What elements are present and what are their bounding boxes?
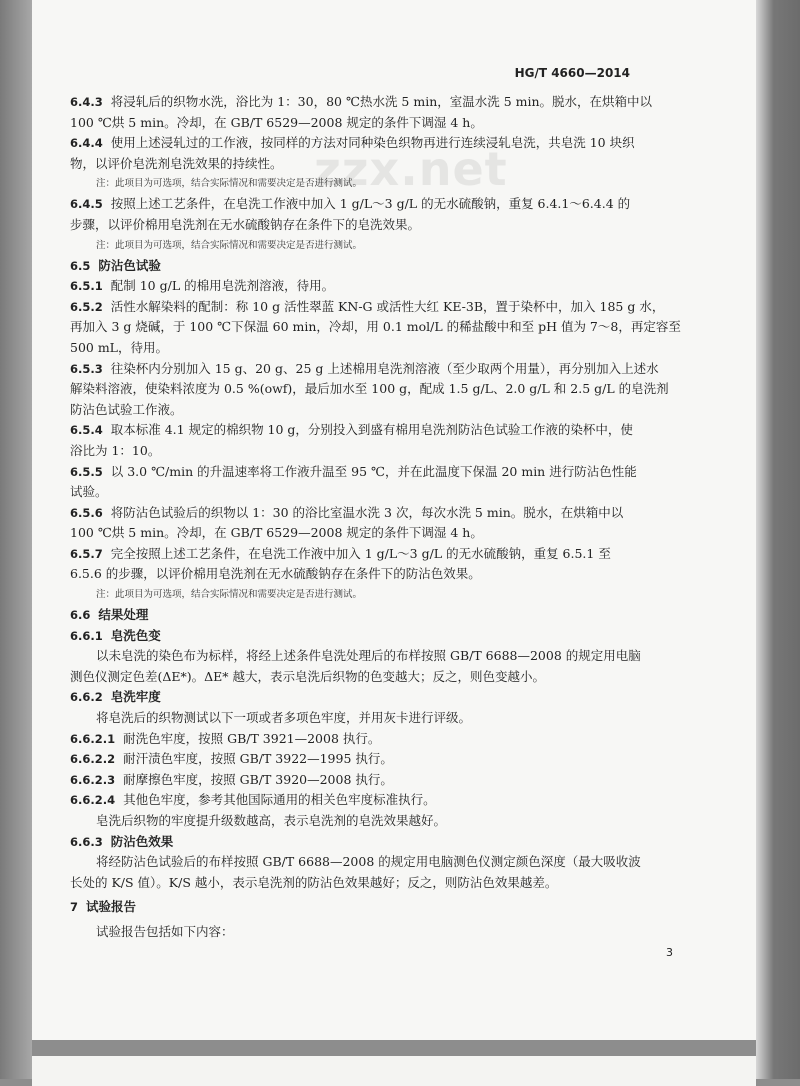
section-heading (70, 256, 658, 277)
line-text: 耐摩擦色牢度，按照 GB/T 3920—2008 执行。 (123, 771, 393, 787)
line-text: 往染杯内分别加入 15 g、20 g、25 g 上述棉用皂洗剂溶液（至少取两个用量），再分别加入上述水 (110, 360, 659, 376)
line-text: 防沾色试验工作液。 (70, 401, 183, 417)
line-text: 其他色牢度，参考其他国际通用的相关色牢度标准执行。 (123, 792, 436, 808)
paragraph-line (70, 729, 658, 750)
paragraph-line (70, 770, 658, 791)
paragraph-line (70, 297, 665, 318)
paragraph-line (70, 564, 658, 585)
line-text: 6.5.6 的步骤，以评价棉用皂洗剂在无水硫酸钠存在条件下的防沾色效果。 (70, 566, 481, 582)
paragraph-line (70, 873, 658, 894)
clause-number: 6.5.1 (70, 279, 103, 294)
line-text: 试验。 (70, 484, 108, 500)
clause-number: 6.4.4 (70, 136, 103, 151)
paragraph-line (70, 523, 658, 544)
page-body (70, 92, 681, 943)
paragraph-line (70, 922, 658, 943)
left-scan-edge (0, 0, 32, 1079)
clause-number: 6.6.2.1 (70, 731, 116, 746)
paragraph-line (70, 852, 658, 873)
paragraph-line (70, 359, 658, 380)
line-text: 防沾色效果 (110, 833, 174, 849)
watermark: zzx.net (314, 142, 508, 196)
paragraph-line (70, 113, 658, 134)
note-line: 注：此项目为可选项，结合实际情况和需要决定是否进行测试。 (96, 589, 363, 601)
clause-number: 6.5.7 (70, 546, 103, 561)
line-text: 再加入 3 g 烧碱，于 100 ℃下保温 60 min，冷却，用 0.1 mol/L 的稀盐酸中和至 pH 值为 7～8，再定容至 (70, 319, 681, 335)
line-text: 将浸轧后的织物水洗，浴比为 1：30，80 ℃热水洗 5 min，室温水洗 5 min。脱水，在烘箱中以 (110, 94, 653, 109)
paragraph-line (70, 503, 658, 524)
paragraph-line (70, 379, 669, 400)
paragraph-line (70, 420, 658, 441)
clause-number: 6.5.3 (70, 361, 103, 376)
line-text: 100 ℃烘 5 min。冷却，在 GB/T 6529—2008 规定的条件下调湿 4 h。 (70, 525, 483, 541)
line-text: 将经防沾色试验后的布样按照 GB/T 6688—2008 的规定用电脑测色仪测定颜色深度（最大吸收波 (96, 854, 641, 870)
clause-number: 6.5 (70, 258, 91, 273)
line-text: 以未皂洗的染色布为标样，将经上述条件皂洗处理后的布样按照 GB/T 6688—2008 的规定用电脑 (96, 648, 641, 664)
clause-number: 7 (70, 900, 79, 915)
right-scan-edge (756, 0, 800, 1079)
clause-number: 6.6.3 (70, 834, 103, 849)
line-text: 皂洗牢度 (110, 689, 161, 705)
line-text: 试验报告包括如下内容： (96, 923, 234, 939)
line-text: 按照上述工艺条件，在皂洗工作液中加入 1 g/L～3 g/L 的无水硫酸钠，重复 6.4.1～6.4.4 的 (110, 196, 631, 212)
line-text: 测色仪测定色差(ΔE*)。ΔE* 越大，表示皂洗后织物的色变越大；反之，则色变越小。 (70, 668, 546, 684)
paragraph-line (70, 215, 658, 236)
clause-number: 6.4.3 (70, 95, 103, 109)
note-line: 注：此项目为可选项，结合实际情况和需要决定是否进行测试。 (96, 239, 363, 251)
clause-number: 6.6.2.3 (70, 772, 116, 787)
line-text: 物，以评价皂洗剂皂洗效果的持续性。 (70, 155, 283, 171)
paragraph-line (70, 154, 658, 175)
section-heading (70, 605, 658, 626)
note-line: 注：此项目为可选项，结合实际情况和需要决定是否进行测试。 (96, 178, 363, 190)
clause-number: 6.5.4 (70, 423, 103, 438)
line-text: 长处的 K/S 值）。K/S 越小，表示皂洗剂的防沾色效果越好；反之，则防沾色效果越差。 (70, 874, 558, 890)
clause-number: 6.6.1 (70, 628, 103, 643)
standard-code-header: HG/T 4660—2014 (514, 66, 630, 80)
line-text: 取本标准 4.1 规定的棉织物 10 g，分别投入到盛有棉用皂洗剂防沾色试验工作液的染杯中，使 (110, 422, 633, 438)
line-text: 配制 10 g/L 的棉用皂洗剂溶液，待用。 (110, 278, 335, 294)
line-text: 将皂洗后的织物测试以下一项或者多项色牢度，并用灰卡进行评级。 (96, 710, 472, 726)
line-text: 防沾色试验 (98, 257, 161, 273)
line-text: 500 mL，待用。 (70, 339, 168, 355)
paragraph-line (70, 462, 658, 483)
paragraph-line (70, 646, 658, 667)
section-heading (70, 626, 658, 647)
line-text: 耐汗渍色牢度，按照 GB/T 3922—1995 执行。 (123, 751, 393, 767)
clause-number: 6.6.2.2 (70, 752, 116, 767)
paragraph-line (70, 667, 658, 688)
document-page (32, 0, 756, 1040)
section-heading (70, 832, 658, 853)
paragraph-line (70, 276, 658, 297)
paragraph-line (70, 92, 658, 113)
line-text: 结果处理 (98, 607, 149, 623)
paragraph-line (70, 790, 658, 811)
line-text: 使用上述浸轧过的工作液，按同样的方法对同种染色织物再进行连续浸轧皂洗，共皂洗 10 块织 (110, 135, 635, 151)
clause-number: 6.5.5 (70, 464, 103, 479)
clause-number: 6.5.6 (70, 505, 103, 520)
next-page-edge (32, 1056, 756, 1086)
line-text: 完全按照上述工艺条件，在皂洗工作液中加入 1 g/L～3 g/L 的无水硫酸钠，重复 6.5.1 至 (110, 545, 611, 561)
paragraph-line (70, 317, 681, 338)
line-text: 皂洗色变 (110, 627, 161, 643)
line-text: 解染料溶液，使染料浓度为 0.5 %(owf)，最后加水至 100 g，配成 1.5 g/L、2.0 g/L 和 2.5 g/L 的皂洗剂 (70, 381, 669, 397)
paragraph-line (70, 811, 658, 832)
line-text: 100 ℃烘 5 min。冷却，在 GB/T 6529—2008 规定的条件下调湿 4 h。 (70, 114, 483, 130)
section-heading (70, 687, 658, 708)
paragraph-line (70, 194, 658, 215)
section-heading (70, 897, 658, 918)
line-text: 耐洗色牢度，按照 GB/T 3921—2008 执行。 (123, 730, 381, 746)
line-text: 步骤，以评价棉用皂洗剂在无水硫酸钠存在条件下的皂洗效果。 (70, 216, 421, 232)
line-text: 皂洗后织物的牢度提升级数越高，表示皂洗剂的皂洗效果越好。 (96, 813, 447, 828)
line-text: 以 3.0 ℃/min 的升温速率将工作液升温至 95 ℃，并在此温度下保温 20 min 进行防沾色性能 (110, 463, 637, 479)
clause-number: 6.6.2 (70, 690, 103, 705)
paragraph-line (70, 482, 658, 503)
paragraph-line (70, 133, 658, 154)
line-text: 试验报告 (86, 899, 137, 915)
page-number: 3 (666, 946, 673, 959)
clause-number: 6.5.2 (70, 299, 103, 314)
paragraph-line (70, 708, 658, 729)
paragraph-line (70, 400, 658, 421)
paragraph-line (70, 749, 658, 770)
paragraph-line (70, 338, 658, 359)
clause-number: 6.6.2.4 (70, 793, 116, 808)
clause-number: 6.6 (70, 608, 91, 623)
paragraph-line (70, 441, 658, 462)
line-text: 活性水解染料的配制：称 10 g 活性翠蓝 KN-G 或活性大红 KE-3B，置于染杯中，加入 185 g 水， (110, 298, 665, 314)
clause-number: 6.4.5 (70, 197, 103, 212)
line-text: 浴比为 1：10。 (70, 442, 161, 458)
paragraph-line (70, 544, 658, 565)
line-text: 将防沾色试验后的织物以 1：30 的浴比室温水洗 3 次，每次水洗 5 min。脱水，在烘箱中以 (110, 504, 624, 520)
